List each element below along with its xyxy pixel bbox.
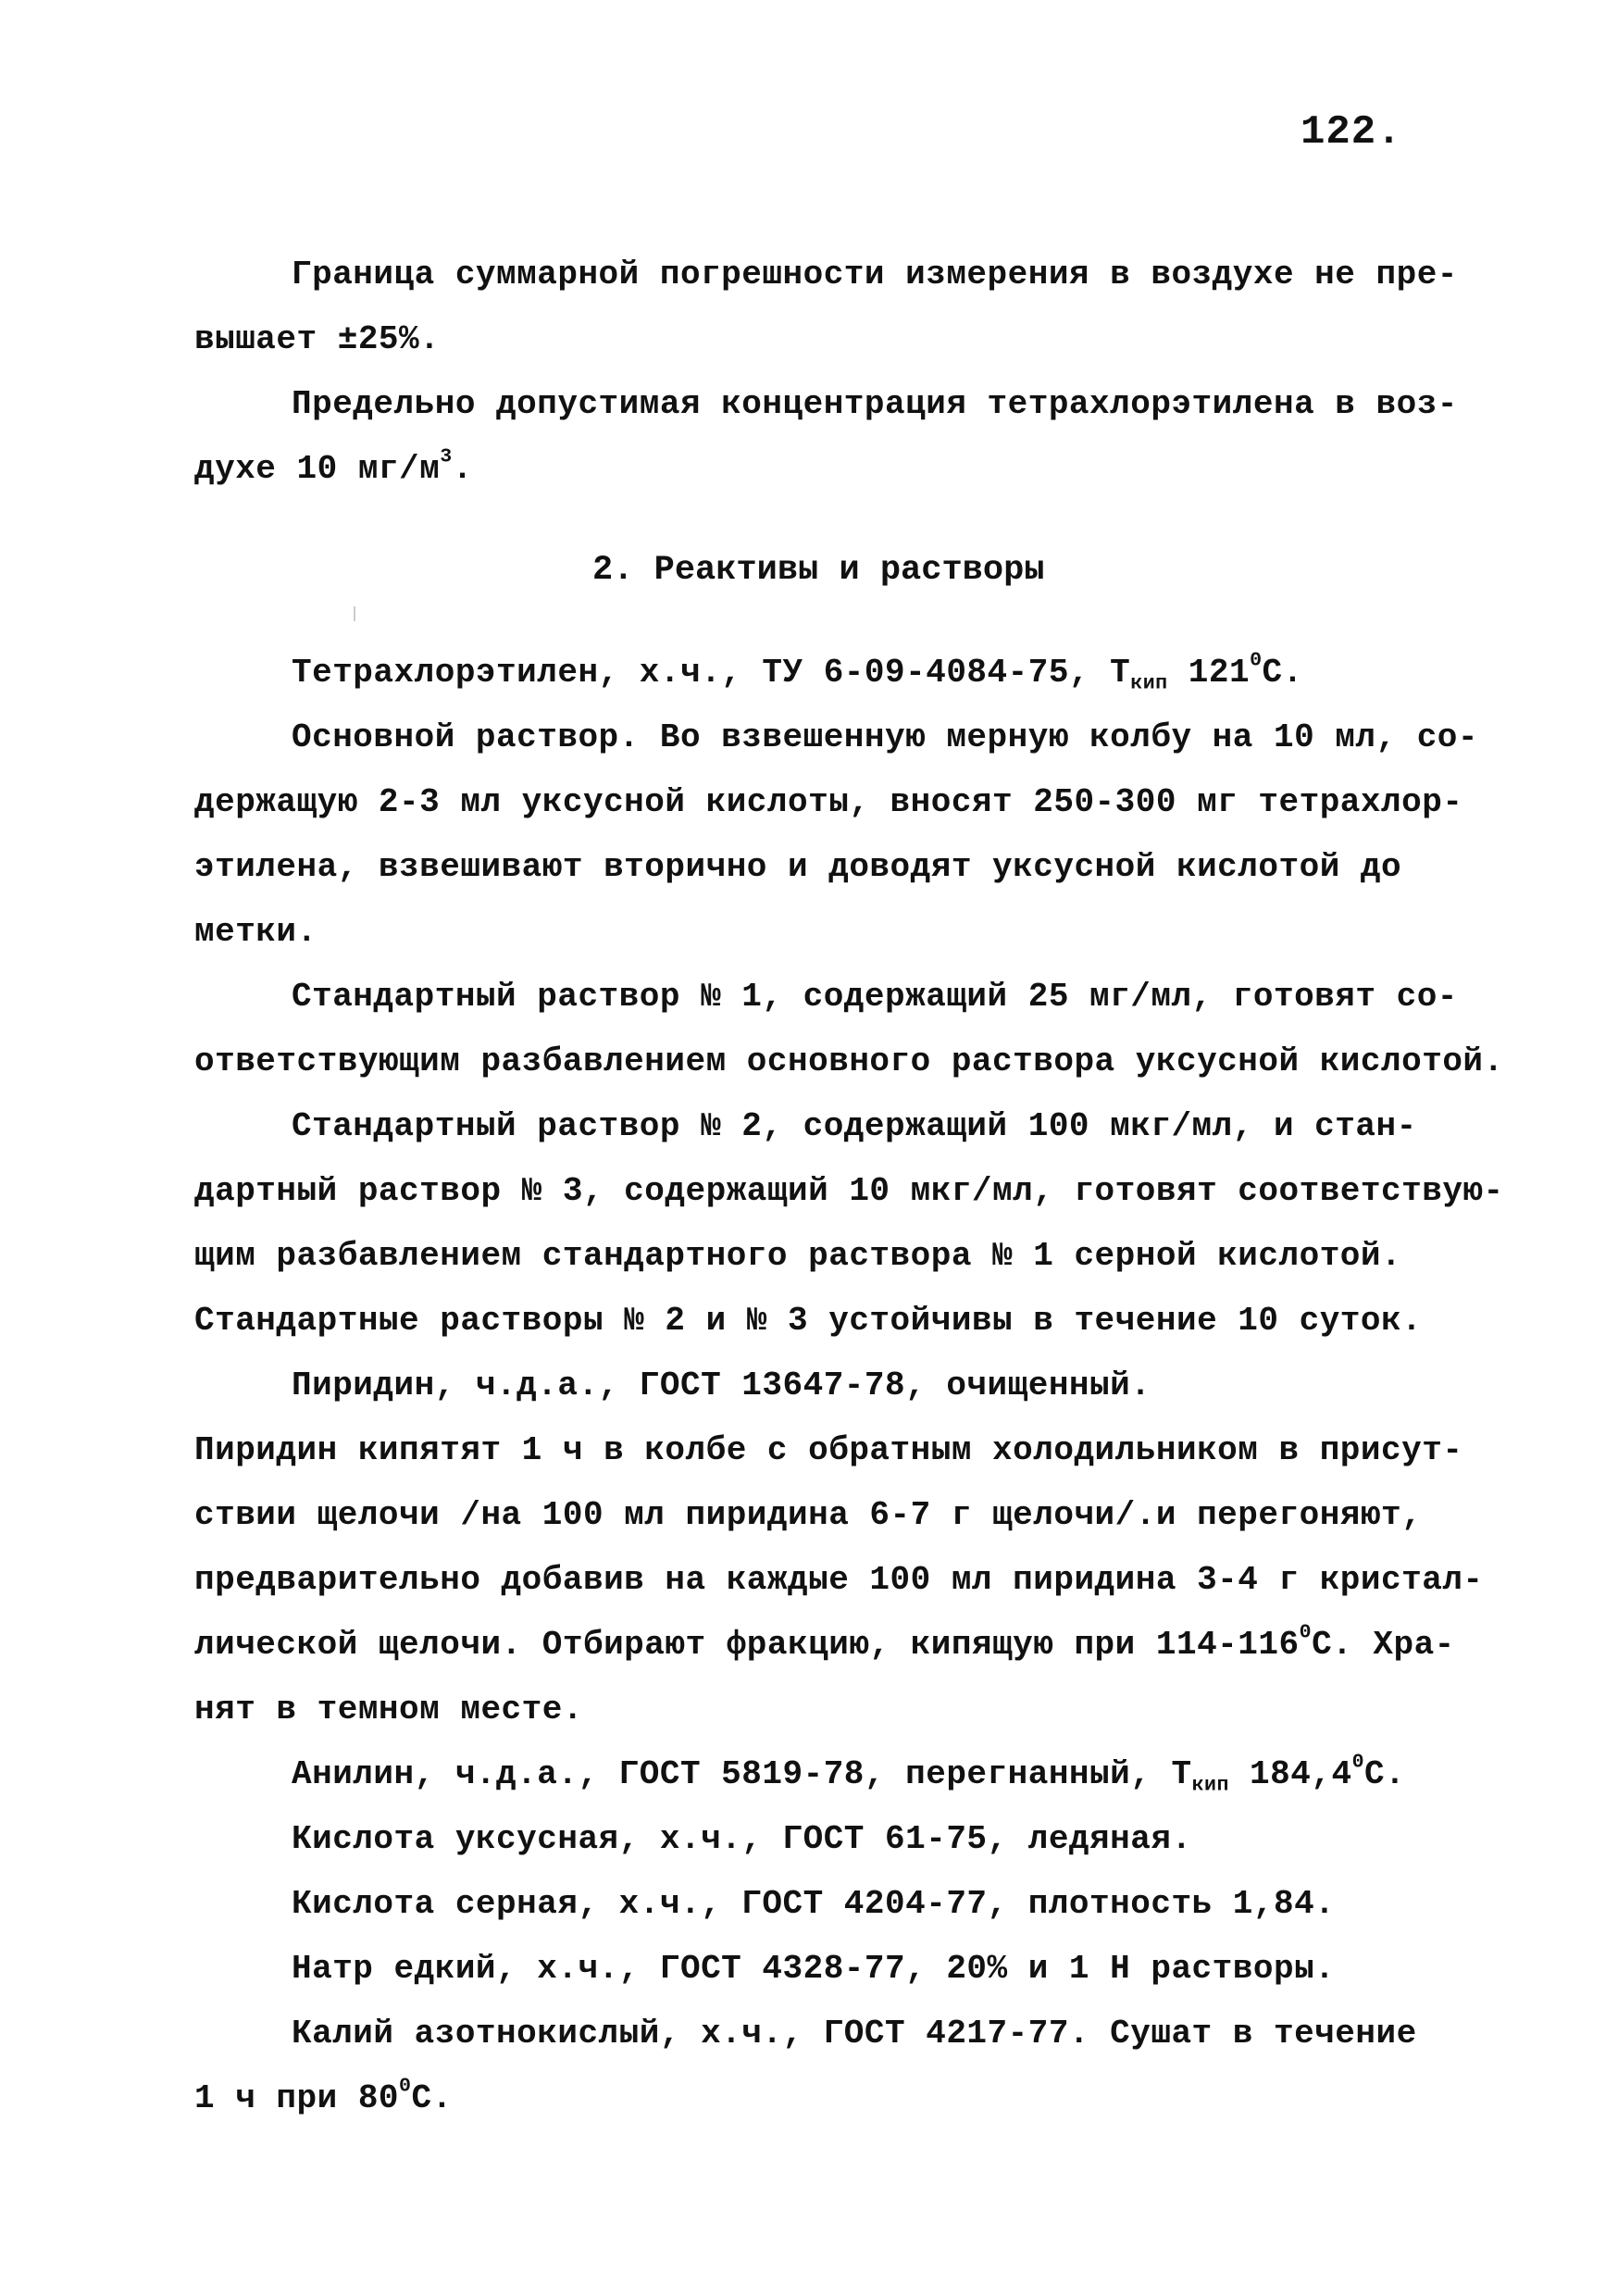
aniline-superscript: 0 [1351,1751,1365,1774]
reagent-1-superscript: 0 [1250,649,1263,672]
reagent-sodium-hydroxide: Натр едкий, х.ч., ГОСТ 4328-77, 20% и 1 Н растворы. [292,1950,1336,1988]
pyridine-line-1: Пиридин кипятят 1 ч в колбе с обратным холодильником в присут- [194,1431,1463,1469]
drying-unit: С. [411,2079,453,2117]
std2-line-2: дартный раствор № 3, содержащий 10 мкг/мл, готовят соответствую- [194,1172,1504,1210]
std2-line-1: Стандартный раствор № 2, содержащий 100 мкг/мл, и стан- [292,1107,1417,1145]
reagent-1-unit: С. [1262,654,1303,692]
pyridine-line-4 [194,1613,1455,1678]
intro-line-2: вышает ±25%. [194,320,441,358]
reagent-1-subscript: кип [1130,672,1168,695]
drying-text: 1 ч при 80 [194,2079,400,2117]
std2-line-4: Стандартные растворы № 2 и № 3 устойчивы в течение 10 суток. [194,1302,1423,1340]
std2-line-3: щим разбавлением стандартного раствора № 1 серной кислотой. [194,1237,1402,1275]
pyridine-title: Пиридин, ч.д.а., ГОСТ 13647-78, очищенный. [292,1366,1151,1404]
section-heading: 2. Реактивы и растворы [592,551,1045,590]
stock-line-2: держащую 2-3 мл уксусной кислоты, вносят 250-300 мг тетрахлор- [194,783,1463,821]
stock-line-3: этилена, взвешивают вторично и доводят уксусной кислотой до [194,848,1402,886]
reagent-1-text: Тетрахлорэтилен, х.ч., ТУ 6-09-4084-75, Т [292,654,1131,692]
page-number: 122. [1301,109,1402,156]
reagent-1-temp: 121 [1167,654,1251,692]
drying-superscript: 0 [399,2075,412,2098]
aniline-unit: С. [1364,1755,1406,1793]
std1-line-1: Стандартный раствор № 1, содержащий 25 мг/мл, готовят со- [292,978,1458,1016]
stock-line-4: метки. [194,913,317,951]
intro-superscript: 3 [440,445,453,468]
pyridine-line-3: предварительно добавив на каждые 100 мл пиридина 3-4 г кристал- [194,1561,1484,1599]
pyridine-line-4-text: лической щелочи. Отбирают фракцию, кипящую при 114-116 [194,1626,1300,1664]
aniline-text: Анилин, ч.д.а., ГОСТ 5819-78, перегнанный, Т [292,1755,1192,1793]
intro-paragraph [194,243,1458,502]
reagent-acetic-acid: Кислота уксусная, х.ч., ГОСТ 61-75, ледяная. [292,1820,1192,1858]
pyridine-line-4-end: С. Хра- [1312,1626,1455,1664]
std1-line-2: ответствующим разбавлением основного раствора уксусной кислотой. [194,1042,1504,1080]
pyridine-line-5: нят в темном месте. [194,1691,583,1728]
intro-line-4-suffix: . [452,450,473,488]
intro-line-1: Граница суммарной погрешности измерения в воздухе не пре- [292,256,1458,293]
reagent-tetrachloroethylene [194,641,1435,705]
drying-line [194,2066,1435,2131]
reagent-potassium-nitrate: Калий азотнокислый, х.ч., ГОСТ 4217-77. Сушат в течение [292,2015,1417,2053]
margin-mark [354,606,355,621]
reagents-body [194,641,1504,2131]
intro-line-4-text: духе 10 мг/м [194,450,441,488]
pyridine-superscript: 0 [1299,1621,1313,1644]
intro-line-4 [194,437,1435,502]
pyridine-line-2: ствии щелочи /на 100 мл пиридина 6-7 г щелочи/.и перегоняют, [194,1496,1423,1534]
reagent-sulfuric-acid: Кислота серная, х.ч., ГОСТ 4204-77, плотность 1,84. [292,1885,1336,1923]
aniline-temp: 184,4 [1228,1755,1352,1793]
stock-line-1: Основной раствор. Во взвешенную мерную колбу на 10 мл, со- [292,718,1479,756]
reagent-aniline [194,1742,1435,1807]
aniline-subscript: кип [1191,1774,1229,1797]
intro-line-3: Предельно допустимая концентрация тетрахлорэтилена в воз- [292,385,1458,423]
